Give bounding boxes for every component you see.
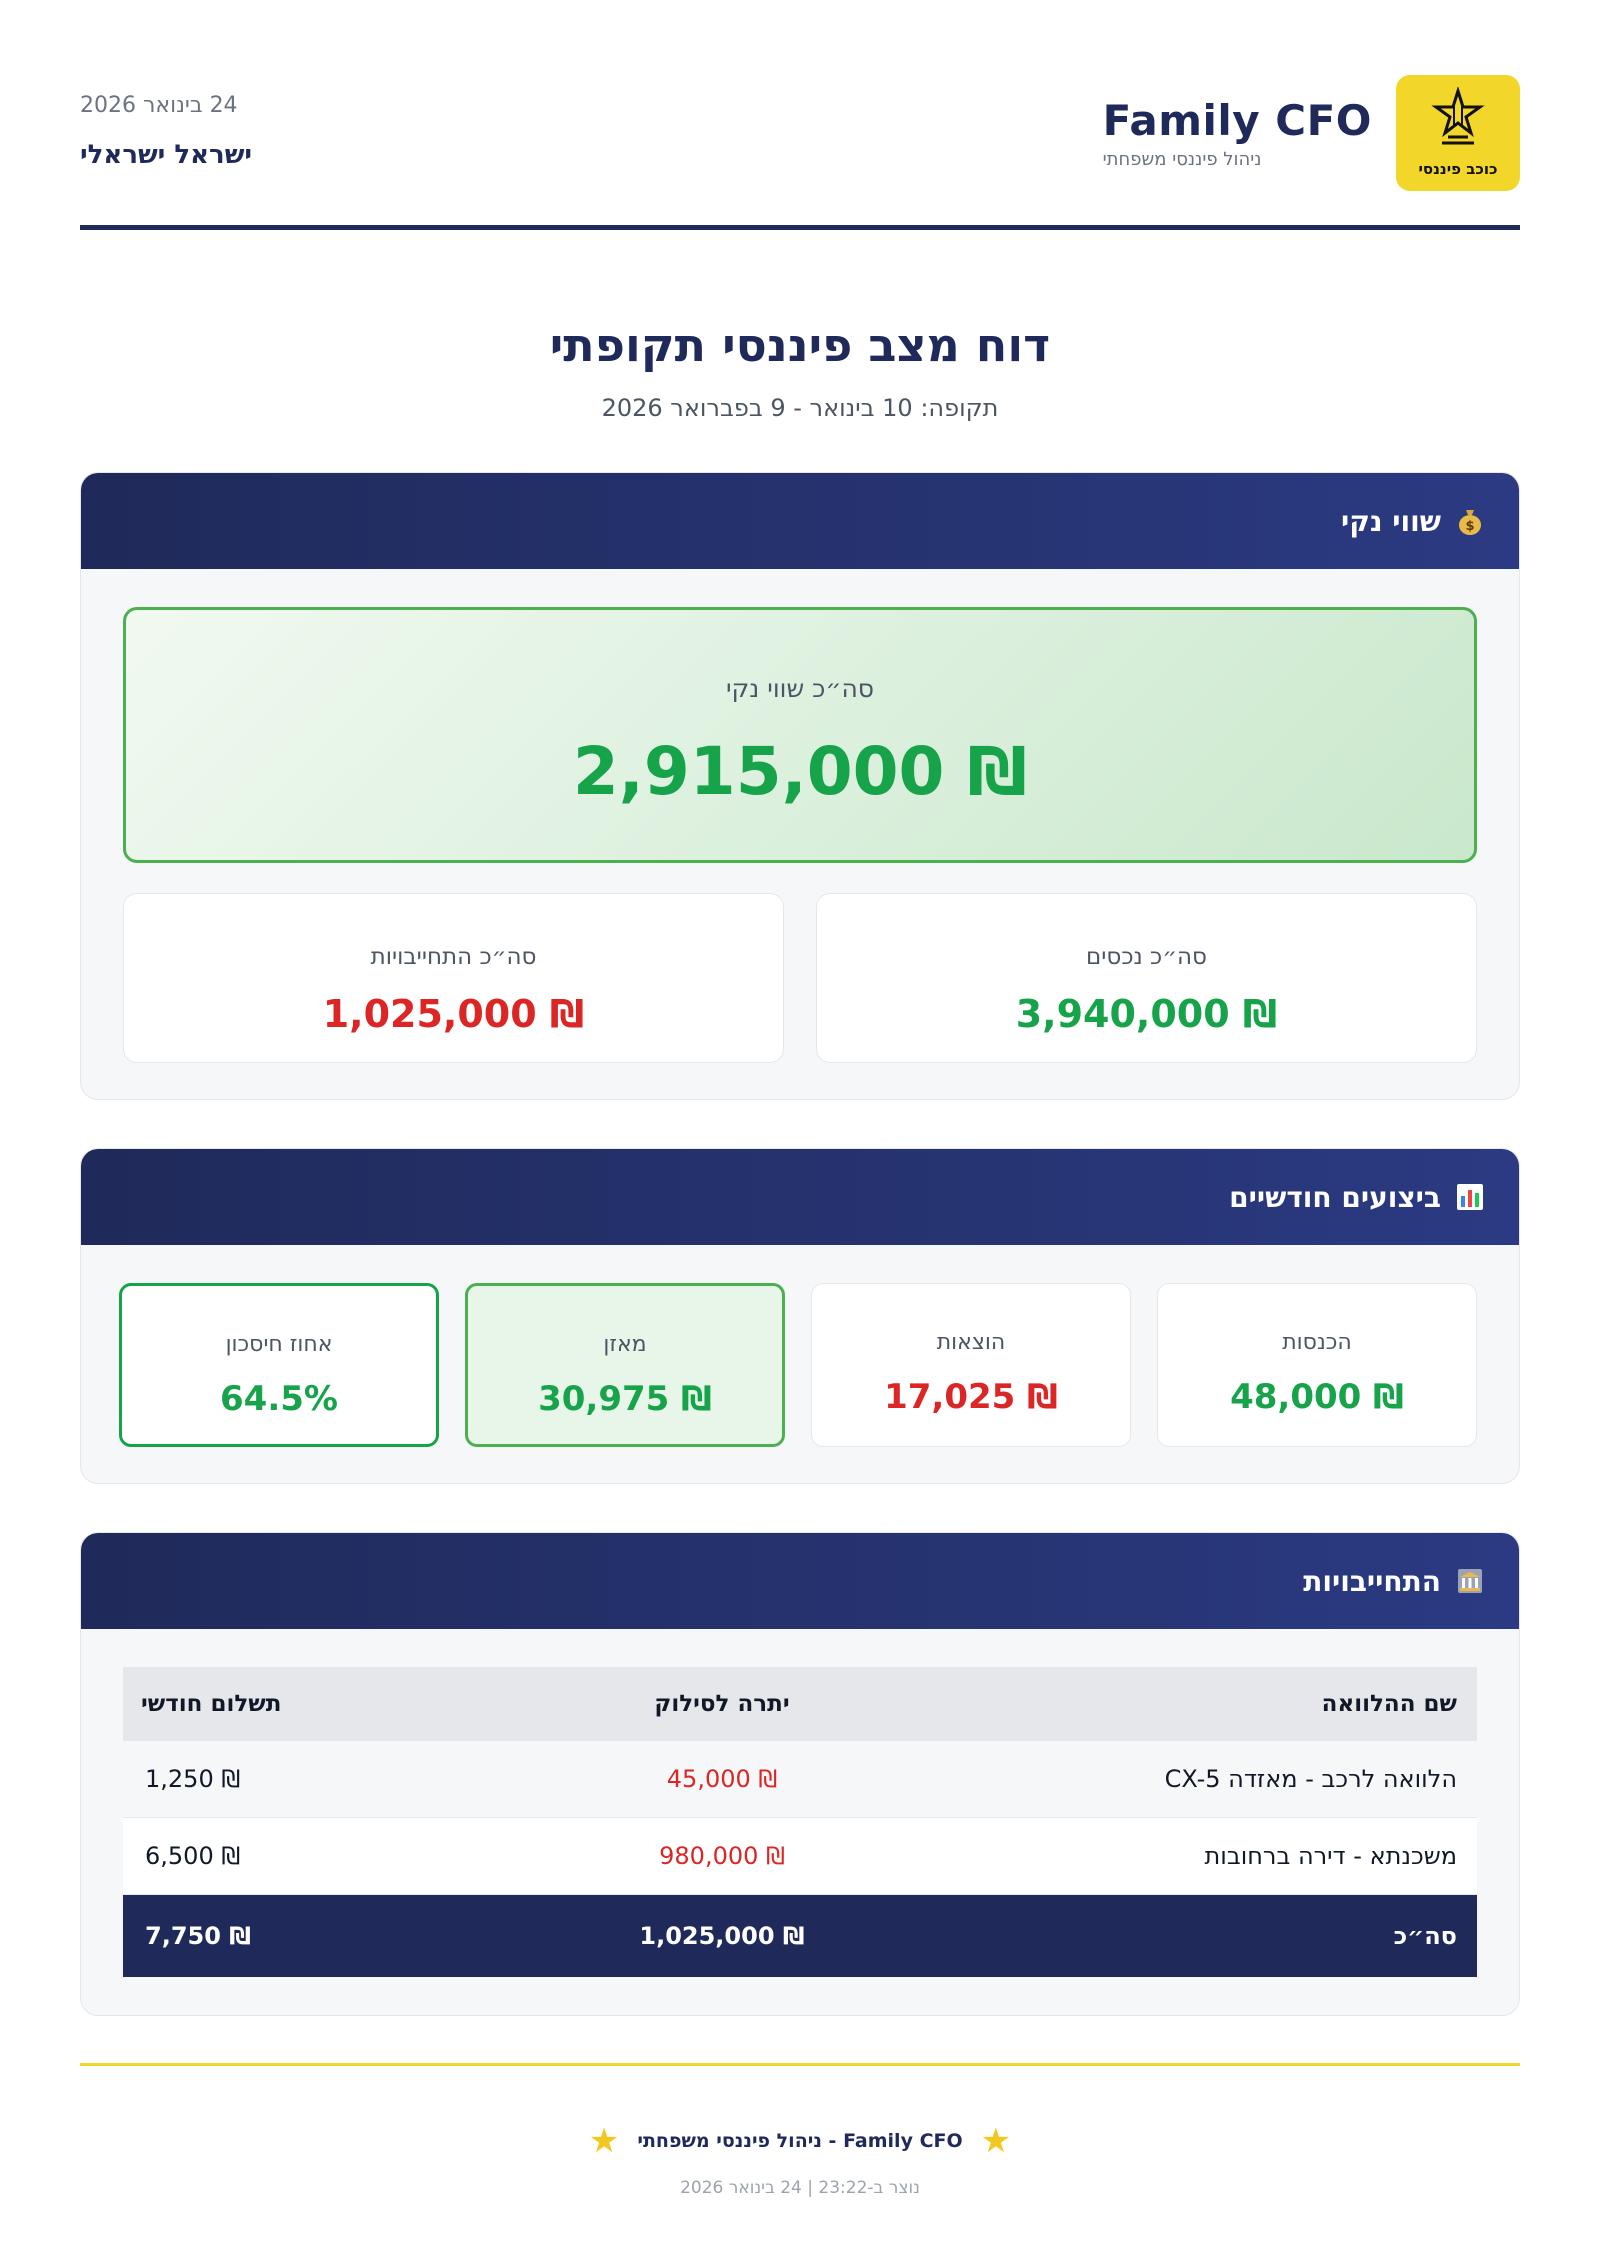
bar-chart-icon [1455, 1182, 1485, 1212]
total-balance-cell: ₪ 1,025,000 [639, 1922, 805, 1950]
loan-payment-cell: ₪ 6,500 [145, 1842, 241, 1870]
footer-divider [80, 2063, 1520, 2066]
income-card [1157, 1283, 1477, 1447]
footer-generated-timestamp: נוצר ב-23:22 | 24 בינואר 2026 [680, 2178, 920, 2198]
income-value: ₪ 48,000 [1230, 1377, 1404, 1417]
savings-rate-label: אחוז חיסכון [225, 1332, 333, 1357]
loan-name-cell: הלוואה לרכב - מאזדה CX-5 [1164, 1765, 1457, 1793]
star-icon: ★ [980, 2121, 1012, 2161]
monthly-header [81, 1149, 1519, 1245]
star-logo-icon [1428, 87, 1488, 149]
liabilities-header [81, 1533, 1519, 1629]
balance-label: מאזן [603, 1332, 647, 1357]
savings-rate-value: 64.5% [220, 1379, 338, 1419]
loan-balance-cell: ₪ 45,000 [666, 1765, 778, 1793]
brand-name: Family CFO [1102, 96, 1372, 145]
loan-payment-cell: ₪ 1,250 [145, 1765, 241, 1793]
table-header-row [123, 1667, 1477, 1741]
footer-brand [0, 2121, 1600, 2161]
report-period: תקופה: 10 בינואר - 9 בפברואר 2026 [601, 394, 999, 422]
table-row [123, 1741, 1477, 1818]
liabilities-title: התחייבויות [1303, 1564, 1441, 1598]
column-header-loan-name: שם ההלוואה [1321, 1691, 1457, 1717]
liabilities-section [80, 1532, 1520, 2016]
star-icon: ★ [588, 2121, 620, 2161]
brand-subtitle: ניהול פיננסי משפחתי [1102, 149, 1262, 170]
assets-card [816, 893, 1477, 1063]
net-worth-section [80, 472, 1520, 1100]
loan-name-cell: משכנתא - דירה ברחובות [1204, 1842, 1457, 1870]
balance-value: ₪ 30,975 [538, 1379, 712, 1419]
expenses-value: ₪ 17,025 [884, 1377, 1058, 1417]
net-worth-total-label: סה״כ שווי נקי [725, 674, 875, 703]
column-header-balance: יתרה לסילוק [654, 1691, 790, 1717]
assets-label: סה״כ נכסים [1086, 944, 1207, 970]
liabilities-value: ₪ 1,025,000 [322, 992, 585, 1036]
report-date: 24 בינואר 2026 [80, 93, 238, 118]
monthly-title: ביצועים חודשיים [1229, 1180, 1441, 1214]
net-worth-total-card [123, 607, 1477, 863]
assets-value: ₪ 3,940,000 [1015, 992, 1278, 1036]
loan-balance-cell: ₪ 980,000 [659, 1842, 785, 1870]
table-total-row [123, 1895, 1477, 1977]
net-worth-total-value: ₪ 2,915,000 [572, 733, 1028, 810]
expenses-card [811, 1283, 1131, 1447]
net-worth-header [81, 473, 1519, 569]
total-payment-cell: ₪ 7,750 [145, 1922, 251, 1950]
svg-text:$: $ [1465, 519, 1475, 534]
page-title: דוח מצב פיננסי תקופתי [549, 318, 1051, 372]
total-label-cell: סה״כ [1393, 1922, 1457, 1950]
balance-card [465, 1283, 785, 1447]
liabilities-table [123, 1667, 1477, 1977]
table-row [123, 1818, 1477, 1895]
logo-text: כוכב פיננסי [1418, 160, 1498, 178]
liabilities-label: סה״כ התחייבויות [370, 944, 537, 970]
client-name: ישראל ישראלי [80, 140, 253, 170]
report-meta [80, 93, 252, 170]
brand-logo [1396, 75, 1520, 191]
column-header-monthly-payment: תשלום חודשי [141, 1691, 282, 1717]
brand-block [1103, 75, 1520, 191]
monthly-performance-section [80, 1148, 1520, 1484]
savings-rate-card [119, 1283, 439, 1447]
bank-icon [1455, 1566, 1485, 1596]
footer-brand-text: Family CFO - ניהול פיננסי משפחתי [637, 2130, 963, 2152]
report-header [80, 70, 1520, 230]
liabilities-card [123, 893, 784, 1063]
income-label: הכנסות [1282, 1330, 1352, 1355]
expenses-label: הוצאות [936, 1330, 1006, 1355]
money-bag-icon [1455, 506, 1485, 536]
net-worth-title: שווי נקי [1341, 504, 1441, 538]
